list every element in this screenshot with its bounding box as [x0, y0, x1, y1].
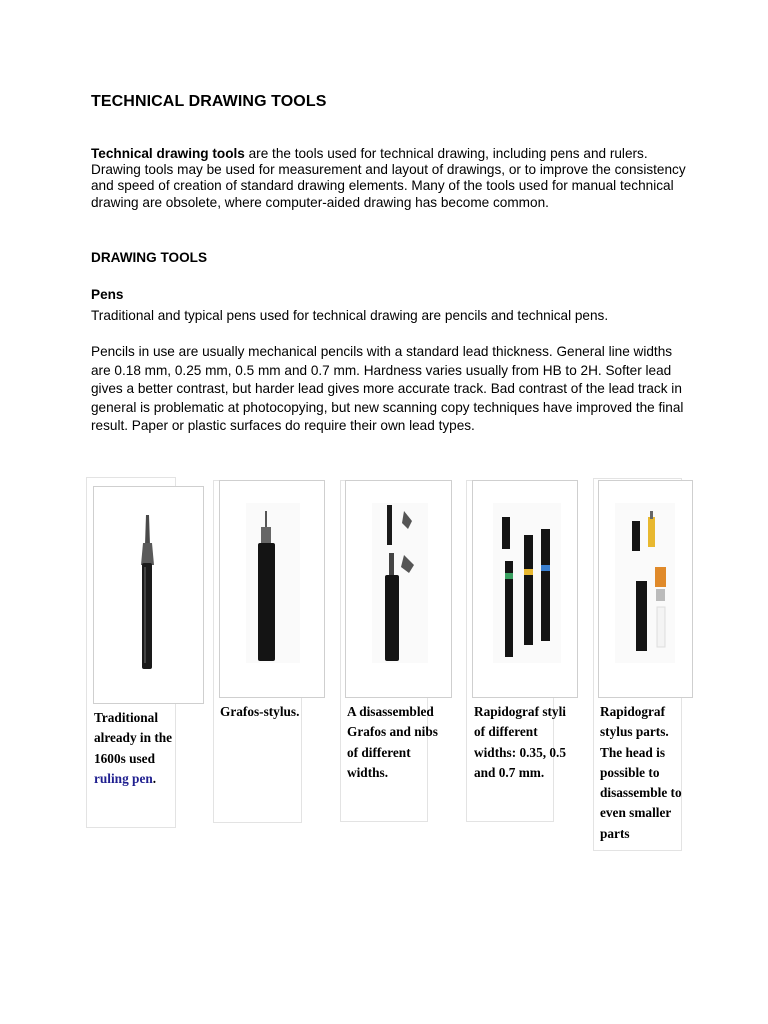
figure-caption-disassembled-grafos: A disassembled Grafos and nibs of different widths. — [347, 704, 438, 780]
figure-image-ruling-pen — [93, 486, 204, 704]
figure-caption-rapidograf-styli: Rapidograf styli of different widths: 0.35, 0.5 and 0.7 mm. — [474, 704, 566, 780]
intro-paragraph — [91, 146, 691, 211]
figure-image-disassembled-grafos — [345, 480, 452, 698]
figure-image-rapidograf-styli — [472, 480, 578, 698]
section-heading: DRAWING TOOLS — [91, 250, 208, 265]
figure-image-rapidograf-parts — [598, 480, 693, 698]
figure-caption-ruling-pen: Traditional already in the 1600s used ruling pen. — [94, 710, 173, 786]
pencils-paragraph: Pencils in use are usually mechanical pencils with a standard lead thickness. General line widths are 0.18 mm, 0.25 mm, 0.5 mm and 0.7 mm. Hardness varies usually from HB to 2H. Softer lead gives a better contrast, but harder lead gives more accurate track. Bad contrast of the lead track in general is problematic at photocopying, but new scanning copy techniques have improved the final result. Paper or plastic surfaces do require their own lead types. — [91, 344, 684, 433]
figure-caption-rapidograf-parts: Rapidograf stylus parts. The head is possible to disassemble to even smaller parts — [600, 704, 682, 841]
intro-term: Technical drawing tools — [91, 146, 245, 161]
figure-caption-grafos-stylus: Grafos-stylus. — [220, 704, 300, 719]
document-title: TECHNICAL DRAWING TOOLS — [91, 93, 327, 110]
figure-image-grafos-stylus — [219, 480, 325, 698]
ruling-pen-link[interactable]: ruling pen — [94, 770, 153, 786]
pens-paragraph: Traditional and typical pens used for technical drawing are pencils and technical pens. — [91, 308, 609, 323]
subsection-heading: Pens — [91, 287, 124, 302]
intro-text: are the tools used for technical drawing, including pens and rulers. Drawing tools may be used for measurement and layout of drawings, or to improve the consistency and speed of creation of standard drawing elements. Many of the tools used for manual technical drawing are obsolete, where computer-aided drawing has become common. — [91, 146, 686, 210]
